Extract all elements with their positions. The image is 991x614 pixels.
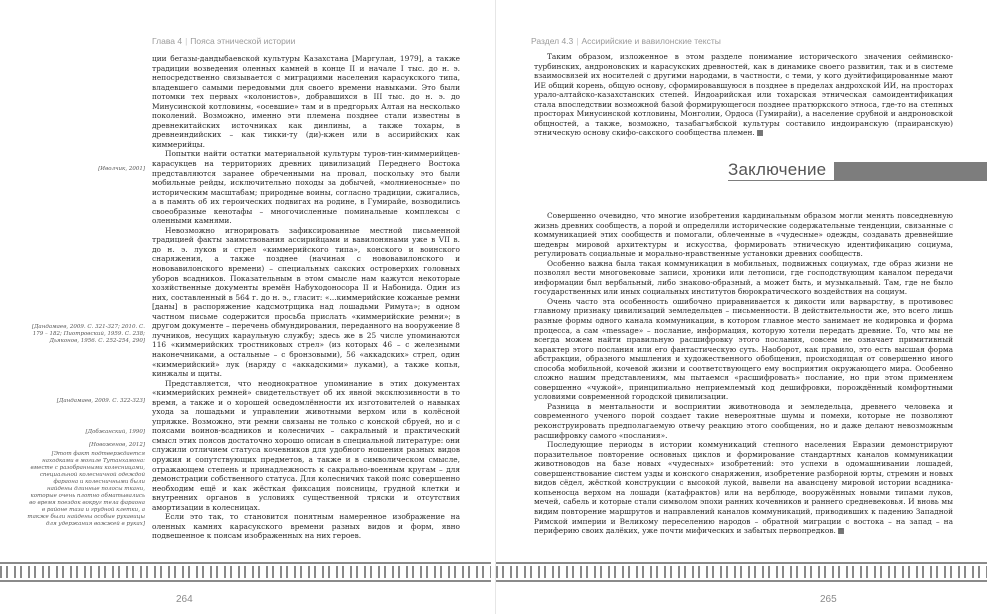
chapter-label: Глава 4	[152, 36, 183, 46]
section-label: Раздел 4.3	[531, 36, 574, 46]
paragraph: Представляется, что неоднократное упоминание в этих документах «киммерийских ремней» свидетельствует об их явной эксклюзивности в то время, а также и о хорошей осведомлённости их изготовителей о навыках ухода за лошадьми и управлении животными верхом или в колёсной упряжке. Возможно, эти ремни связаны не только с конской сбруей, но и с поясами воинов-всадников и колесничих – сакральный и практический смысл этих поясов достаточно хорошо описан в специальной литературе: они служили отличием статуса кочевников для удобного ношения разных видов оружия и сопутствующих предметов, а также и в символическом смысле, отражающем степень и принадлежность к сакрально-военным кругам – для демонстрации собственного статуса. Для колесничих такой пояс совершенно необходим ещё и как жёсткая фиксация поясницы, грудной клетки и внутренних органов в условиях существенной тряски и отсутствия амортизации в колесницах.	[152, 378, 460, 512]
margin-note: [Иволчик, 2001]	[98, 166, 145, 172]
left-page	[0, 0, 495, 614]
section-running-title: Ассирийские и вавилонские тексты	[581, 36, 721, 46]
greek-key-ornament	[496, 562, 987, 582]
right-page	[496, 0, 991, 614]
paragraph: Совершенно очевидно, что многие изобретения кардинальным образом могли менять повседневную жизнь древних сообществ, а порой и определяли исторические содержательные тенденции, связанные с коммуникацией этих сообществ и помогали, облеченные в «чудесные» одежды, создавать древнейшие шедевры мировой архитектуры и искусства, формировать этническую идентификацию социума, регулировать социальные и морально-нравственные установки древних сообществ.	[534, 211, 953, 259]
page-number: 264	[176, 594, 193, 605]
chapter-title: Пояса этнической истории	[190, 36, 296, 46]
paragraph: Разница в ментальности и восприятии животновода и земледельца, древнего человека и современного ученого порой создает такие невероятные шумы и помехи, которые не позволяют реконструировать предполагаемую отвечу реакцию этого сообщения, но и даже делают невозможным расшифровку самого «послания».	[534, 401, 953, 440]
margin-note: [Дандамаев, 2009. С. 321-327; 2010. С. 179 – 182; Пиотровский, 1959. С. 238; Дьяконов, 1956. С. 252-254, 290]	[31, 324, 145, 344]
margin-note: [Новоженов, 2012]	[88, 442, 145, 448]
running-head-separator: |	[185, 36, 188, 46]
paragraph: Очень часто эта особенность ошибочно приравнивается к дикости или варварству, в противовес главному признаку цивилизаций земледельцев – письменности. В действительности же, это всего лишь разные формы одного канала коммуникации, в котором главное место занимает не кодировка и форма процесса, а сам «message» – послание, информация, которую хотели передать древние. То, что мы не всегда можем найти правильную расшифровку этого послания, совсем не означает примитивный характер этого послания или его фантастическую суть. Наоборот, как правило, это есть высшая форма абстракции, образного мышления и художественного обобщения, происходящая от совершенно иного способа мобильной, кочевой жизни и соответствующего ему восприятия окружающего мира. Особенно сложно нашим представлениям, мы пытаемся «расшифровать» послание, но при этом применяем совершенно «чужой», принципиально неприемлемый код дешифровки, порождённый комфортными условиями современной городской цивилизации.	[534, 296, 953, 402]
paragraph: Особенно важна была такая коммуникация в мобильных, подвижных социумах, где образ жизни не позволял вести многовековые записи, хроники или летописи, где господствующим каналом передачи информации был вербальный, либо знаково-образный, а может быть, и музыкальный. Там, где не было государственных или иных социальных институтов бюрократического воздействия на социум.	[534, 258, 953, 297]
greek-key-ornament	[0, 562, 491, 582]
intro-text: Таким образом, изложенное в этом разделе понимание исторического значения сейминско-турбинских, андроновских и карасукских древностей, как в динамике своего развития, так и в системе взаимосвязей их носителей с другими народами, в частности, с теми, у кого дуэйтифицированные мают ИЕ общий корень, общую основу, сформировавшуюся в позднее в пределах андрохской ИИ, на просторах урало-алтайско-казахстанских степей. Индоарийская или тохарская этническая самоидентификация стала впоследствии возможной базой формирующегося позднее пратюркского этноса, где-то на степных просторах Минусинской котловины, Монголии, Ордоса (Гумирайи), а население срубной и андроновской общностей, а также, возможно, тазабагъябской культуры составило индоиранскую (праиранскую) этническую основу скифо-сакского сообщества племен.	[534, 52, 953, 138]
running-head-left	[152, 36, 295, 46]
right-intro-column	[534, 52, 953, 138]
paragraph	[534, 440, 953, 535]
margin-note: [Добжанский, 1990]	[85, 429, 145, 435]
margin-note: [Дандамаев, 2009. С. 322-323]	[56, 398, 145, 404]
section-title: Заключение	[728, 160, 834, 180]
paragraph	[534, 52, 953, 138]
running-head-right	[531, 36, 721, 46]
paragraph: Если это так, то становится понятным намеренное изображение на оленных камнях карасукского времени разных видов и форм, явно подвешенное к поясам изображенных на них героев.	[152, 512, 460, 541]
left-body-column	[152, 54, 460, 541]
paragraph: Попытки найти остатки материальной культуры туров-тин-киммерийцев-карасукцев на территориях древних цивилизаций Переднего Востока представляются заранее обреченными на провал, поскольку это были мобильные рейды, исключительно походы за добычей, «молниеносные» по историческим масштабам; природные воины, согласно традиции, сжигались, а в память об их героических подвигах на родине, в Гумирайе, возводились своеобразные кенотафы – многочисленные поминальные комплексы с оленными камнями.	[152, 149, 460, 226]
page-number: 265	[820, 594, 837, 605]
paragraph-text: Последующие периоды в истории коммуникаций степного населения Евразии демонстрируют поразительное повторение основных циклов и формирование стандартных каналов коммуникации животноводов на базе новых «чудесных» изобретений: это успехи в одомашнивании лошадей, совершенствование систем узды и конского снаряжения, изобретение разборной юрты, стремян и новых видов сёдел, жёсткой конструкции с высокой лукой, вывели на авансцену мировой истории всадника-копьеносца верхом на лошади (катафрактов) или на верблюде, вооружённых новыми типами луков, мечей, сабель и которые стали символом эпохи ранних кочевников и раннего средневековья. И вновь мы видим повторение маршрутов и направлений каналов коммуникаций, приводивших к падению Западной Римской империи и Великому переселению народов – обратной миграции с востока – на запад – на периферию своих далёких, уже почти мифических и забытых первопредков.	[534, 440, 953, 536]
paragraph: Невозможно игнорировать зафиксированные местной письменной традицией факты заимствования ассирийцами и вавилонянами уже в VII в. до н. э. луков и стрел «киммерийского типа», конского и воинского снаряжения, а также позднее (начиная с нововавилонского и нововавилонского времени) – специальных сакских островерхих головных уборов всадников. Показательным в этом смысле нам кажутся некоторые хозяйственные документы времён Набуходоносора II и Набонида. Один из них, составленный в 564 г. до н. э., гласит: «...киммерийские кожаные ремни [даны] в распоряжение кадсмотрщика над лошадьми Римута»; в одном частном письме содержится просьба прислать «киммерийские ремни»; в другом документе – перечень обмундирования, переданного на вооружение 8 лучников, несущих караульную службу; здесь же в 25 числе упоминаются 116 «киммерийских тростниковых стрел» (из которых 46 – с железными наконечниками, а остальные – с бронзовыми), 56 «аккадских» стрел, один «киммерийский» лук (наряду с «аккадскими» луками), а также копья, кинжалы и щиты.	[152, 225, 460, 379]
paragraph: ции бегазы-дандыбаевской культуры Казахстана [Маргулан, 1979], а также традиции возведения оленных камней в конце II и начале I тыс. до н. э. непосредственно связывается с миграциями населения карасукского типа, владевшего самыми передовыми для своего времени навыками. Это были потомки тех первых «колонистов», добравшихся в III тыс. до н. э. до Минусинской котловины, «осевшие» там и в предгорьях Алтая на несколько поколений. Возможно, именно эти племена позднее стали известны в древнекитайских источниках как динлины, а также тохары, в древнеиндийских – как тикки-ту (ди)-кжен или в ассирийских как киммерийцы.	[152, 54, 460, 149]
end-of-chapter-mark	[838, 528, 844, 534]
end-of-section-mark	[757, 130, 763, 136]
margin-note: [Этот факт подтверждается находками в могиле Тутанхамона: вместе с разобранными колесницами, специальной колесничной одеждой фараона и колесничными были найдены длинные полосы ткани, которые очень плотно обматывались во время поездок вокруг тела фараона в районе таза и грудной клетки, а также были найдены особые рукавицы для удержания вожжей в руках]	[27, 451, 145, 527]
running-head-separator: |	[576, 36, 579, 46]
right-body-column	[534, 211, 953, 536]
